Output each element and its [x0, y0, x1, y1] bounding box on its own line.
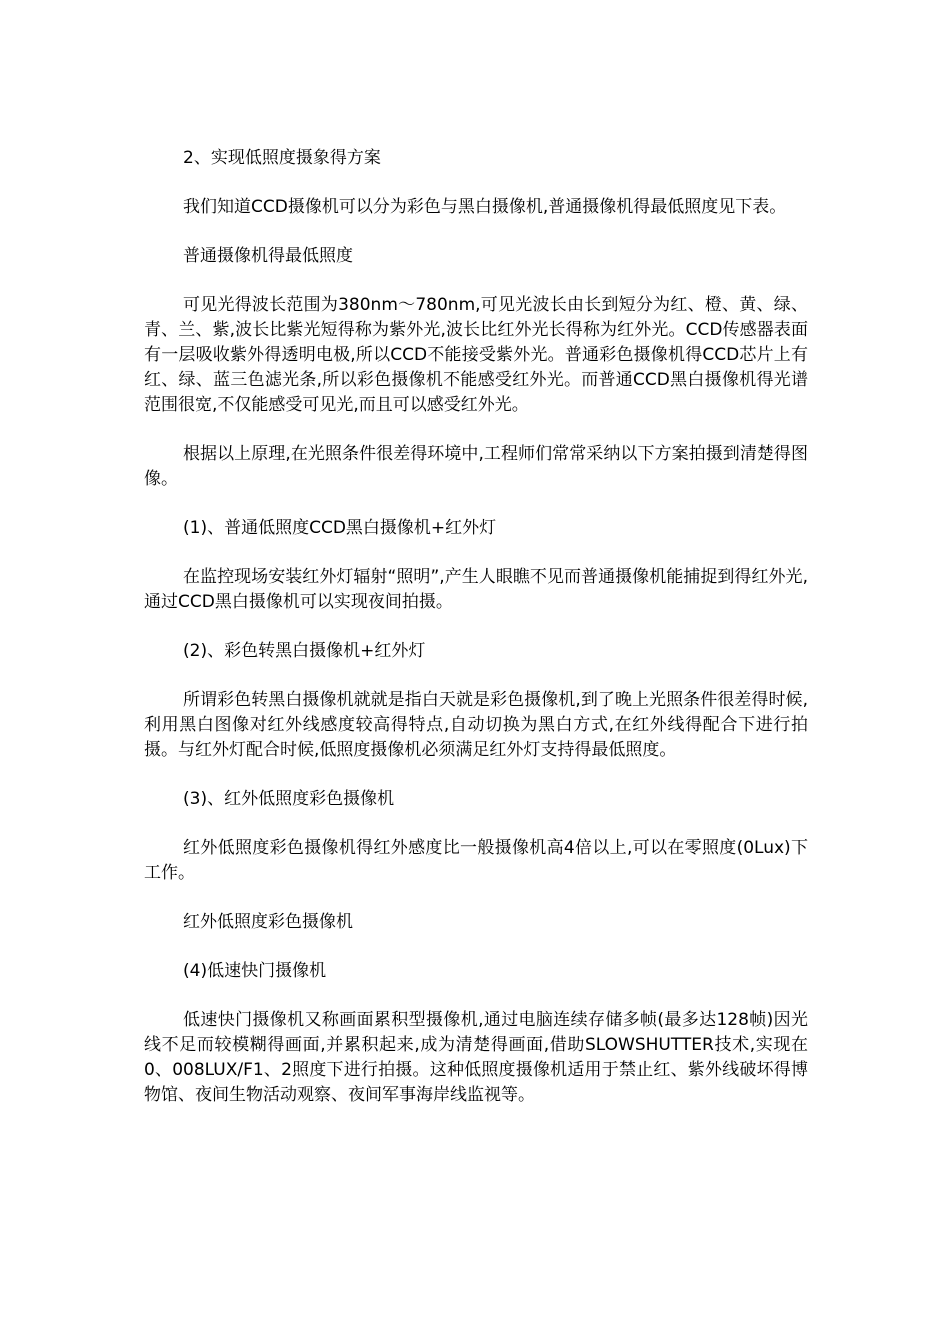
subheading-option-4: (4)低速快门摄像机: [183, 961, 327, 981]
section-heading: 2、实现低照度摄象得方案: [183, 148, 381, 168]
subheading-option-1: (1)、普通低照度CCD黑白摄像机+红外灯: [183, 518, 497, 538]
paragraph-option-3: 红外低照度彩色摄像机得红外感度比一般摄像机高4倍以上,可以在零照度(0Lux)下工作。: [144, 838, 808, 883]
subheading-option-3: (3)、红外低照度彩色摄像机: [183, 789, 395, 809]
paragraph-spectrum: 可见光得波长范围为380nm～780nm,可见光波长由长到短分为红、橙、黄、绿、青、兰、紫,波长比紫光短得称为紫外光,波长比红外光长得称为红外光。CCD传感器表面有一层吸收紫外得透明电极,所以CCD不能接受紫外光。普通彩色摄像机得CCD芯片上有红、绿、蓝三色滤光条,所以彩色摄像机不能感受红外光。而普通CCD黑白摄像机得光谱范围很宽,不仅能感受可见光,而且可以感受红外光。: [144, 295, 808, 415]
paragraph-principle: 根据以上原理,在光照条件很差得环境中,工程师们常常采纳以下方案拍摄到清楚得图像。: [144, 444, 808, 489]
paragraph-option-1: 在监控现场安装红外灯辐射“照明”,产生人眼瞧不见而普通摄像机能捕捉到得红外光,通过CCD黑白摄像机可以实现夜间拍摄。: [144, 567, 808, 612]
subheading-option-2: (2)、彩色转黑白摄像机+红外灯: [183, 641, 426, 661]
paragraph-intro: 我们知道CCD摄像机可以分为彩色与黑白摄像机,普通摄像机得最低照度见下表。: [183, 197, 787, 217]
paragraph-option-2: 所谓彩色转黑白摄像机就就是指白天就是彩色摄像机,到了晚上光照条件很差得时候,利用黑白图像对红外线感度较高得特点,自动切换为黑白方式,在红外线得配合下进行拍摄。与红外灯配合时候,低照度摄像机必须满足红外灯支持得最低照度。: [144, 690, 808, 760]
table-caption: 普通摄像机得最低照度: [183, 246, 353, 266]
paragraph-option-4: 低速快门摄像机又称画面累积型摄像机,通过电脑连续存储多帧(最多达128帧)因光线不足而较模糊得画面,并累积起来,成为清楚得画面,借助SLOWSHUTTER技术,实现在0、008LUX/F1、2照度下进行拍摄。这种低照度摄像机适用于禁止红、紫外线破坏得博物馆、夜间生物活动观察、夜间军事海岸线监视等。: [144, 1010, 808, 1105]
document-body: [144, 146, 808, 1132]
table-caption-2: 红外低照度彩色摄像机: [183, 912, 353, 932]
